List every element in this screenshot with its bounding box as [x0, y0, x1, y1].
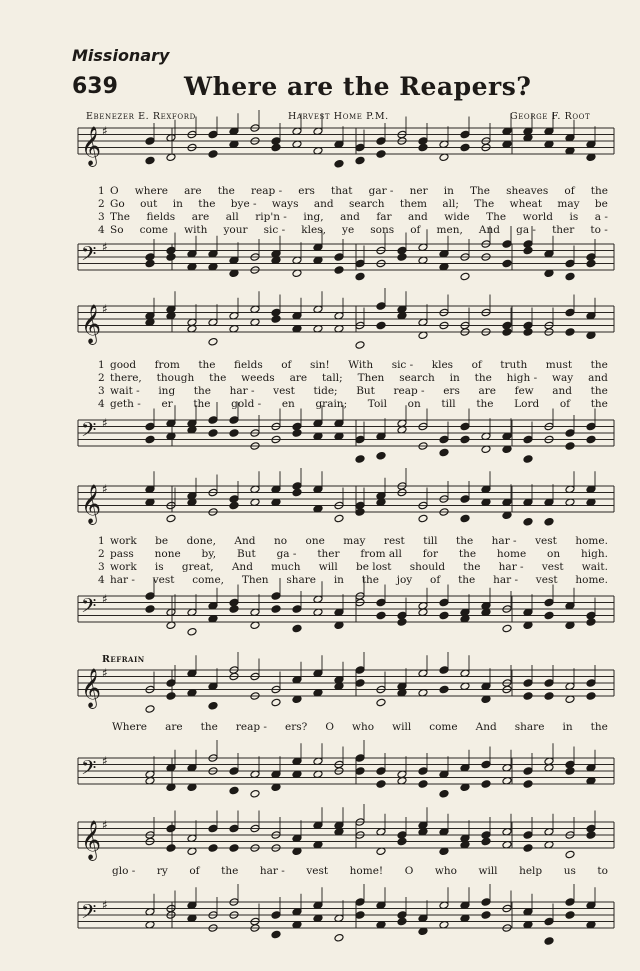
lyric-syllable: ing	[158, 385, 176, 397]
verse-number: 3	[98, 561, 105, 573]
lyric-syllable: The	[474, 198, 495, 210]
lyric-syllable: bye -	[230, 198, 257, 210]
lyric-syllable: the	[474, 372, 492, 384]
lyric-syllable: and	[588, 372, 608, 384]
lyric-syllable: har -	[493, 574, 518, 586]
lyric-syllable: the	[209, 372, 227, 384]
lyric-syllable: But	[237, 548, 256, 560]
lyric-syllable: far	[376, 211, 392, 223]
lyric-syllable: in	[172, 198, 183, 210]
lyric-syllable: the	[198, 359, 216, 371]
lyric-syllable: the	[456, 535, 474, 547]
lyric-syllable: world	[522, 211, 554, 223]
lyric-syllable: in	[449, 372, 460, 384]
lyric-syllable: vest	[273, 385, 295, 397]
treble-staff-system-1	[0, 124, 640, 188]
lyric-syllable: kles	[431, 359, 454, 371]
lyric-syllable: of	[410, 224, 421, 236]
lyric-syllable: out	[140, 198, 158, 210]
lyric-syllable: may	[343, 535, 366, 547]
lyric-syllable: vest	[535, 574, 558, 586]
lyric-syllable: fields	[234, 359, 263, 371]
svg-text:𝄢: 𝄢	[81, 418, 97, 446]
lyric-syllable: are	[184, 185, 202, 197]
lyric-syllable: home.	[575, 535, 608, 547]
lyric-syllable: reap -	[251, 185, 283, 197]
lyric-syllable: the	[463, 561, 481, 573]
lyric-syllable: high -	[506, 372, 538, 384]
lyric-syllable: the	[590, 385, 608, 397]
lyric-syllable: on	[547, 548, 561, 560]
lyric-syllable: come,	[192, 574, 225, 586]
lyric-syllable: and	[340, 211, 360, 223]
lyric-line	[98, 372, 608, 385]
lyric-syllable: us	[563, 865, 576, 877]
lyric-syllable: wait -	[110, 385, 140, 397]
lyric-syllable: share	[286, 574, 317, 586]
verse-number: 1	[98, 359, 105, 371]
lyric-syllable: sheaves	[506, 185, 549, 197]
lyric-syllable: no	[273, 535, 288, 547]
lyric-syllable: har -	[259, 865, 285, 877]
lyric-syllable: joy	[396, 574, 413, 586]
lyric-syllable: wait.	[581, 561, 608, 573]
lyric-syllable: The	[469, 185, 490, 197]
verse-number: 1	[98, 185, 105, 197]
lyric-syllable: of	[564, 185, 575, 197]
svg-text:♯: ♯	[102, 898, 108, 913]
lyric-syllable: men,	[436, 224, 463, 236]
treble-staff-system-2	[0, 302, 640, 366]
lyric-syllable: weeds	[241, 372, 275, 384]
lyric-syllable: O	[325, 721, 334, 733]
lyric-syllable: are	[191, 211, 210, 223]
svg-text:♯: ♯	[102, 416, 108, 431]
lyric-syllable: gar -	[368, 185, 394, 197]
lyric-syllable: till	[441, 398, 456, 410]
svg-text:♯: ♯	[102, 666, 108, 681]
lyric-syllable: be lost	[355, 561, 392, 573]
bass-staff-system-3	[0, 592, 640, 656]
verse-number: 2	[98, 198, 105, 210]
lyric-syllable: the	[476, 398, 494, 410]
lyric-syllable: har -	[498, 561, 524, 573]
lyric-syllable: the	[590, 185, 608, 197]
lyric-syllable: sic -	[263, 224, 286, 236]
lyric-syllable: ther	[552, 224, 575, 236]
lyric-syllable: of	[281, 359, 292, 371]
lyric-syllable: are	[289, 372, 308, 384]
lyric-syllable: Then	[357, 372, 385, 384]
lyric-syllable: in	[443, 185, 454, 197]
verse-number: 4	[98, 574, 105, 586]
lyric-syllable: And	[475, 721, 497, 733]
lyric-syllable: sic -	[391, 359, 414, 371]
lyric-syllable: come	[429, 721, 458, 733]
lyric-syllable: And	[231, 561, 253, 573]
credit-tune: Harvest Home P.M.	[288, 111, 389, 122]
bass-staff-system-2	[0, 416, 640, 480]
lyric-syllable: is	[569, 211, 579, 223]
lyric-syllable: and	[552, 385, 573, 397]
lyric-syllable: may	[557, 198, 580, 210]
lyric-syllable: ers	[443, 385, 460, 397]
lyric-syllable: share	[514, 721, 545, 733]
lyric-syllable: though	[156, 372, 195, 384]
lyric-syllable: With	[348, 359, 374, 371]
verse-number: 1	[98, 535, 105, 547]
lyric-syllable: are	[165, 721, 183, 733]
lyric-syllable: gold -	[231, 398, 262, 410]
lyric-syllable: ers?	[285, 721, 308, 733]
lyric-syllable: one	[305, 535, 325, 547]
svg-text:♯: ♯	[102, 302, 108, 317]
lyric-syllable: har -	[491, 535, 517, 547]
lyric-syllable: Lord	[514, 398, 540, 410]
lyric-line	[98, 561, 608, 574]
lyric-syllable: be	[155, 535, 169, 547]
hymn-title: Where are the Reapers?	[184, 72, 532, 101]
lyric-syllable: reap -	[235, 721, 267, 733]
verse-number: 3	[98, 211, 105, 223]
lyric-syllable: vest	[306, 865, 329, 877]
lyric-syllable: work	[110, 561, 137, 573]
svg-text:♯: ♯	[102, 482, 108, 497]
lyric-syllable: much	[271, 561, 301, 573]
lyric-syllable: grain;	[315, 398, 348, 410]
lyric-syllable: pass	[110, 548, 134, 560]
lyric-line	[98, 185, 608, 198]
lyric-syllable: O	[404, 865, 414, 877]
lyric-syllable: all	[225, 211, 239, 223]
lyric-syllable: by,	[201, 548, 217, 560]
lyric-syllable: of	[430, 574, 441, 586]
lyric-syllable: done,	[186, 535, 216, 547]
lyric-syllable: till	[423, 535, 438, 547]
lyric-syllable: be	[594, 198, 608, 210]
lyric-syllable: fields	[146, 211, 176, 223]
lyric-syllable: all;	[442, 198, 459, 210]
lyric-syllable: home.	[575, 574, 608, 586]
lyric-syllable: wheat	[509, 198, 543, 210]
lyric-syllable: few	[514, 385, 534, 397]
lyric-syllable: ing,	[303, 211, 324, 223]
lyric-syllable: er	[161, 398, 173, 410]
svg-text:𝄞: 𝄞	[81, 820, 102, 860]
lyric-syllable: sin!	[309, 359, 330, 371]
svg-text:♯: ♯	[102, 818, 108, 833]
lyric-syllable: great,	[181, 561, 214, 573]
svg-text:♯: ♯	[102, 124, 108, 139]
lyric-syllable: vest	[535, 535, 557, 547]
lyric-line	[98, 398, 608, 411]
lyric-syllable: glo -	[112, 865, 136, 877]
svg-text:𝄞: 𝄞	[81, 484, 102, 524]
lyric-syllable: home!	[349, 865, 384, 877]
svg-text:𝄢: 𝄢	[81, 900, 97, 928]
lyric-syllable: none	[154, 548, 181, 560]
lyric-syllable: sons	[370, 224, 395, 236]
svg-text:𝄢: 𝄢	[81, 242, 97, 270]
svg-text:𝄞: 𝄞	[81, 126, 102, 166]
refrain-lyric-line-2	[112, 865, 608, 877]
refrain-label: Refrain	[102, 654, 145, 665]
lyric-syllable: kles,	[301, 224, 326, 236]
lyric-line	[98, 574, 608, 587]
lyric-syllable: vest	[541, 561, 564, 573]
lyric-syllable: in	[562, 721, 573, 733]
lyric-syllable: will	[478, 865, 498, 877]
svg-text:𝄢: 𝄢	[81, 756, 97, 784]
lyric-line	[98, 211, 608, 224]
lyric-syllable: Go	[110, 198, 125, 210]
lyric-syllable: O	[110, 185, 119, 197]
lyric-syllable: of	[559, 398, 571, 410]
lyric-syllable: the	[217, 185, 235, 197]
lyric-syllable: who	[434, 865, 457, 877]
lyric-syllable: good	[110, 359, 137, 371]
lyric-syllable: where	[134, 185, 168, 197]
bass-staff-system-1	[0, 240, 640, 304]
lyric-syllable: tall;	[321, 372, 343, 384]
lyric-syllable: the	[458, 574, 476, 586]
verse-number: 4	[98, 224, 105, 236]
lyric-syllable: truth	[500, 359, 528, 371]
lyric-syllable: search	[399, 372, 435, 384]
lyric-syllable: the	[221, 865, 239, 877]
lyric-line	[98, 198, 608, 211]
lyric-syllable: en	[281, 398, 295, 410]
verse-number: 4	[98, 398, 105, 410]
svg-text:𝄢: 𝄢	[81, 594, 97, 622]
lyric-syllable: the	[590, 721, 608, 733]
lyric-syllable: of	[471, 359, 482, 371]
lyric-syllable: the	[361, 574, 379, 586]
lyric-line	[98, 548, 608, 561]
verse-number: 2	[98, 372, 105, 384]
lyric-syllable: from all	[360, 548, 402, 560]
lyric-syllable: are	[478, 385, 496, 397]
lyric-syllable: must	[545, 359, 573, 371]
lyric-syllable: the	[198, 198, 216, 210]
lyric-syllable: a -	[594, 211, 608, 223]
lyric-syllable: ner	[409, 185, 428, 197]
lyric-syllable: to -	[590, 224, 608, 236]
bass-staff-refrain-1	[0, 754, 640, 818]
lyric-syllable: high.	[580, 548, 608, 560]
lyric-syllable: search	[348, 198, 385, 210]
svg-text:♯: ♯	[102, 592, 108, 607]
lyric-syllable: ga -	[276, 548, 297, 560]
lyric-syllable: Then	[241, 574, 269, 586]
lyric-syllable: there,	[110, 372, 142, 384]
lyric-syllable: rip'n -	[255, 211, 287, 223]
lyric-syllable: the	[200, 721, 218, 733]
lyric-syllable: is	[154, 561, 164, 573]
lyric-syllable: the	[193, 398, 211, 410]
bass-staff-refrain-2	[0, 898, 640, 962]
lyric-syllable: on	[407, 398, 421, 410]
lyric-syllable: rest	[383, 535, 405, 547]
lyric-syllable: them	[399, 198, 428, 210]
verse-number: 2	[98, 548, 105, 560]
lyric-syllable: geth -	[110, 398, 141, 410]
lyric-syllable: that	[331, 185, 353, 197]
lyric-line	[98, 385, 608, 398]
lyric-syllable: ther	[317, 548, 340, 560]
section-label: Missionary	[72, 46, 170, 65]
lyric-syllable: for	[422, 548, 438, 560]
lyric-line	[98, 535, 608, 548]
lyric-syllable: ry	[156, 865, 168, 877]
credit-words: Ebenezer E. Rexford	[86, 111, 196, 122]
svg-text:♯: ♯	[102, 240, 108, 255]
lyric-syllable: who	[351, 721, 375, 733]
lyric-line	[98, 359, 608, 372]
lyric-syllable: with	[184, 224, 208, 236]
lyric-syllable: way	[552, 372, 574, 384]
lyric-syllable: and	[313, 198, 334, 210]
lyric-syllable: wide	[444, 211, 470, 223]
lyric-syllable: ga -	[516, 224, 536, 236]
lyric-syllable: will	[392, 721, 412, 733]
lyric-syllable: in	[333, 574, 344, 586]
lyric-syllable: the	[193, 385, 211, 397]
lyric-line	[98, 224, 608, 237]
lyric-syllable: vest	[152, 574, 175, 586]
lyric-syllable: will	[318, 561, 338, 573]
lyric-syllable: the	[590, 398, 608, 410]
lyric-syllable: tide;	[313, 385, 338, 397]
svg-text:𝄞: 𝄞	[81, 668, 102, 708]
lyric-syllable: The	[486, 211, 507, 223]
lyric-syllable: har -	[110, 574, 135, 586]
lyric-syllable: reap -	[393, 385, 425, 397]
lyric-syllable: the	[590, 359, 608, 371]
lyric-syllable: home	[496, 548, 527, 560]
lyric-syllable: to	[597, 865, 608, 877]
lyric-syllable: ye	[342, 224, 355, 236]
credit-music: George F. Root	[510, 111, 591, 122]
lyric-syllable: should	[409, 561, 446, 573]
lyric-syllable: help	[519, 865, 543, 877]
lyric-syllable: The	[110, 211, 130, 223]
svg-text:𝄞: 𝄞	[81, 304, 102, 344]
lyric-syllable: And	[234, 535, 256, 547]
verse-number: 3	[98, 385, 105, 397]
refrain-lyric-line-1	[112, 721, 608, 733]
lyric-syllable: and	[408, 211, 428, 223]
lyric-syllable: But	[356, 385, 375, 397]
lyric-syllable: Where	[112, 721, 148, 733]
lyric-syllable: ers	[298, 185, 315, 197]
lyric-syllable: your	[223, 224, 248, 236]
lyric-syllable: har -	[229, 385, 255, 397]
lyric-syllable: from	[154, 359, 180, 371]
lyric-syllable: Toil	[367, 398, 387, 410]
svg-text:♯: ♯	[102, 754, 108, 769]
lyric-syllable: So	[110, 224, 124, 236]
lyric-syllable: come	[139, 224, 168, 236]
lyric-syllable: the	[458, 548, 477, 560]
hymn-number: 639	[72, 74, 118, 99]
lyric-syllable: of	[189, 865, 200, 877]
lyric-syllable: And	[478, 224, 500, 236]
lyric-syllable: work	[110, 535, 137, 547]
lyric-syllable: ways	[271, 198, 299, 210]
